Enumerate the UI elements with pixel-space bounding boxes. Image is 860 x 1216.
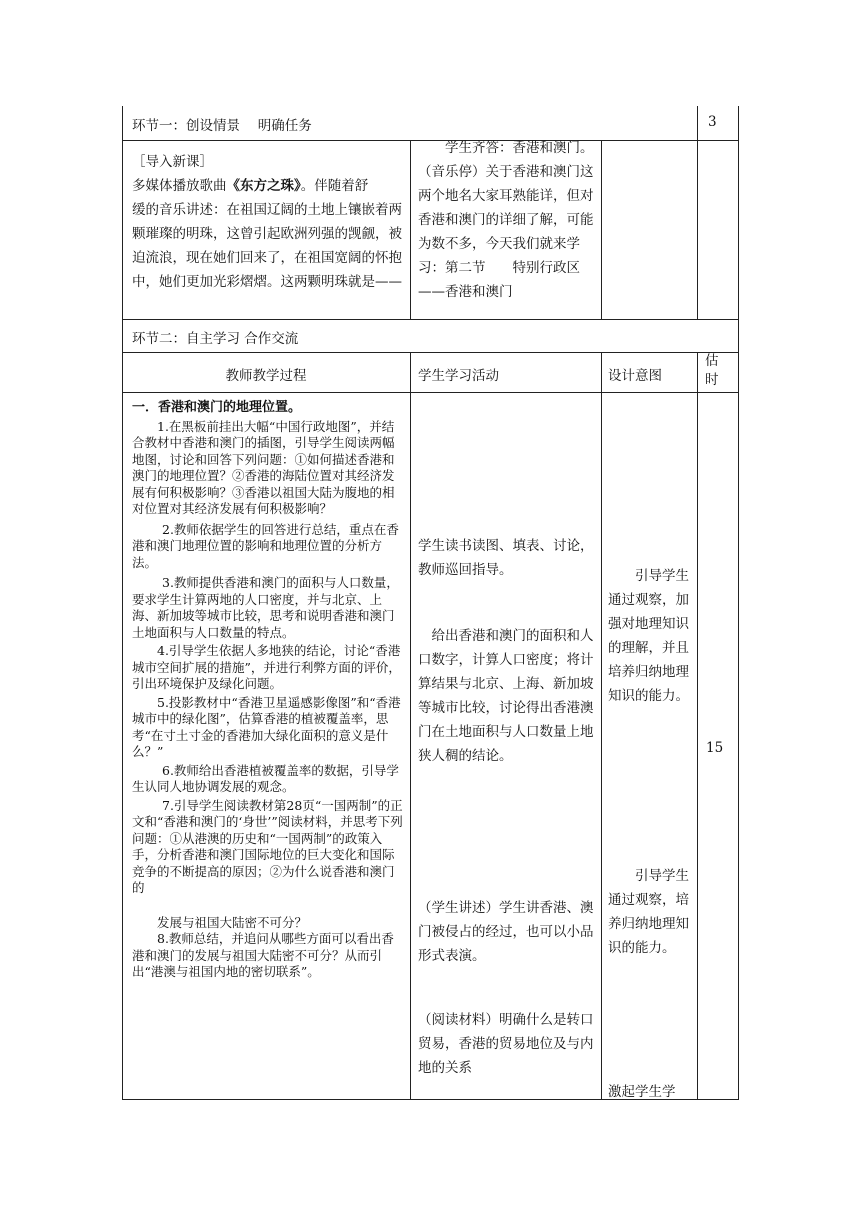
process-item-1: 1.在黑板前挂出大幅“中国行政地图”，并结合教材中香港和澳门的插图，引导学生阅读两幅地图，讨论和回答下列问题：①如何描述香港和澳门的地理位置？②香港的海陆位置对其经济发展有何积极影响？③香港以祖国大陆为腹地的相对位置对其经济发展有何积极影响？ (132, 418, 395, 516)
table-rule (697, 352, 698, 1099)
table-rule (410, 140, 411, 319)
process-item-4: 4.引导学生依据人多地狭的结论，讨论“香港城市空间扩展的措施”，并进行利弊方面的评价，引出环境保护及绿化问题。 (132, 643, 401, 691)
process-item-3: 3.教师提供香港和澳门的面积与人口数量，要求学生计算两地的人口密度，并与北京、上海、新加坡等城市比较，思考和说明香港和澳门土地面积与人口数量的特点。 (132, 575, 399, 640)
intro-teacher-cell (132, 150, 402, 294)
table-border-left (122, 106, 123, 1100)
table-rule (122, 352, 739, 353)
time-estimate-value: 15 (706, 740, 724, 756)
process-item-7: 7.引导学生阅读教材第28页“一国两制”的正文和“香港和澳门的‘身世’”阅读材料，并思考下列问题：①从港澳的历史和“一国两制”的政策入手，分析香港和澳门国际地位的巨大变化和国际竞争的不断提高的原因；②为什么说香港和澳门的 (132, 797, 403, 895)
teacher-process-cell (132, 400, 404, 981)
process-item-5: 5.投影教材中“香港卫星遥感影像图”和“香港城市中的绿化图”，估算香港的植被覆盖率，思考“在寸土寸金的香港加大绿化面积的意义是什么？” (132, 694, 401, 759)
design-intent-1: 引导学生通过观察，加强对地理知识的理解，并且培养归纳地理知识的能力。 (608, 568, 689, 704)
table-rule (410, 352, 411, 1099)
table-rule (697, 106, 698, 319)
header-time-line1: 估 (705, 353, 719, 369)
table-rule (601, 352, 602, 1099)
process-heading: 一．香港和澳门的地理位置。 (132, 400, 302, 415)
header-student-activity: 学生学习活动 (418, 368, 499, 384)
intro-narration: 缓的音乐讲述：在祖国辽阔的土地上镶嵌着两颗璀璨的明珠，这曾引起欧洲列强的觊觎，被迫流浪，现在她们回来了，在祖国宽阔的怀抱中，她们更加光彩熠熠。这两颗明珠就是—— (132, 202, 402, 290)
header-time-line2: 时 (705, 372, 719, 388)
table-border-right (738, 106, 739, 1100)
student-activity-3: （学生讲述）学生讲香港、澳门被侵占的经过，也可以小品形式表演。 (418, 900, 594, 964)
intro-heading: ［导入新课］ (132, 154, 213, 170)
section-one-title: 环节一：创设情景 明确任务 (132, 118, 312, 134)
header-time-estimate (705, 352, 719, 390)
lesson-plan-table (122, 106, 739, 1100)
header-design-intent: 设计意图 (608, 368, 662, 384)
process-item-6: 6.教师给出香港植被覆盖率的数据，引导学生认同人地协调发展的观念。 (132, 762, 399, 794)
process-item-7-cont: 发展与祖国大陆密不可分？ (157, 914, 308, 930)
section-one-minutes: 3 (708, 114, 717, 130)
process-item-8: 8.教师总结，并追问从哪些方面可以看出香港和澳门的发展与祖国大陆密不可分？从而引出“港澳与祖国内地的密切联系”。 (132, 931, 394, 979)
student-activity-4: （阅读材料）明确什么是转口贸易，香港的贸易地位及与内地的关系 (418, 1012, 594, 1076)
table-rule (122, 392, 739, 393)
section-two-title: 环节二：自主学习 合作交流 (132, 331, 299, 347)
design-intent-2: 引导学生通过观察，培养归纳地理知识的能力。 (608, 868, 689, 956)
intro-line1-prefix: 多媒体播放歌曲 (132, 178, 227, 194)
table-rule (122, 319, 739, 320)
student-activity-2: 给出香港和澳门的面积和人口数字，计算人口密度；将计算结果与北京、上海、新加坡等城市比较，讨论得出香港澳门在土地面积与人口数量上地狭人稠的结论。 (418, 628, 594, 764)
process-item-2: 2.教师依据学生的回答进行总结，重点在香港和澳门地理位置的影响和地理位置的分析方法。 (132, 521, 399, 570)
intro-line1-suffix: 。伴随着舒 (300, 178, 369, 194)
table-rule (601, 140, 602, 319)
header-teacher-process: 教师教学过程 (225, 368, 307, 384)
intro-student-response: 学生齐答：香港和澳门。（音乐停）关于香港和澳门这两个地名大家耳熟能详，但对香港和澳门的详细了解，可能为数不多，今天我们就来学习：第二节 特别行政区——香港和澳门 (418, 140, 594, 300)
design-intent-3: 激起学生学 (608, 1084, 676, 1100)
song-title: 《东方之珠》 (226, 178, 301, 194)
student-activity-1: 学生读书读图、填表、讨论，教师巡回指导。 (418, 538, 594, 578)
